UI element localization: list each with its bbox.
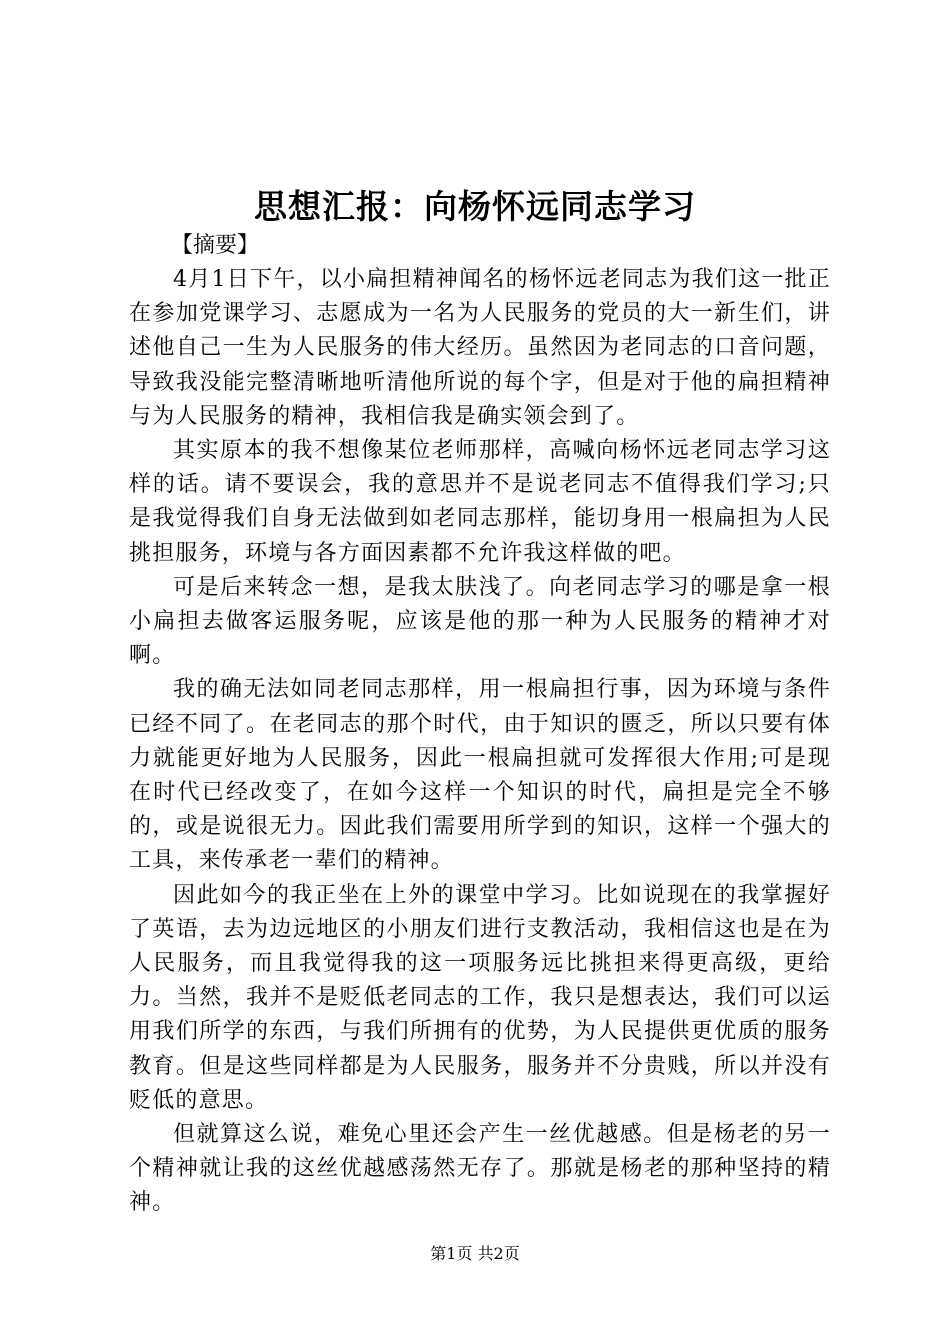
- paragraph: 可是后来转念一想，是我太肤浅了。向老同志学习的哪是拿一根小扁担去做客运服务呢，应该是他的那一种为人民服务的精神才对啊。: [129, 574, 831, 669]
- document-body: [129, 229, 831, 1221]
- paragraph: 因此如今的我正坐在上外的课堂中学习。比如说现在的我掌握好了英语，去为边远地区的小朋友们进行支教活动，我相信这也是在为人民服务，而且我觉得我的这一项服务远比挑担来得更高级，更给力。当然，我并不是贬低老同志的工作，我只是想表达，我们可以运用我们所学的东西，与我们所拥有的优势，为人民提供更优质的服务教育。但是这些同样都是为人民服务，服务并不分贵贱，所以并没有贬低的意思。: [129, 882, 831, 1113]
- abstract-label: 【摘要】: [171, 233, 260, 258]
- paragraph: 其实原本的我不想像某位老师那样，高喊向杨怀远老同志学习这样的话。请不要误会，我的意思并不是说老同志不值得我们学习;只是我觉得我们自身无法做到如老同志那样，能切身用一根扁担为人民挑担服务，环境与各方面因素都不允许我这样做的吧。: [129, 438, 831, 566]
- document-title: 思想汇报：向杨怀远同志学习: [254, 187, 696, 226]
- paragraph: 但就算这么说，难免心里还会产生一丝优越感。但是杨老的另一个精神就让我的这丝优越感荡然无存了。那就是杨老的那种坚持的精神。: [129, 1122, 831, 1216]
- paragraph: 4月1日下午，以小扁担精神闻名的杨怀远老同志为我们这一批正在参加党课学习、志愿成为一名为人民服务的党员的大一新生们，讲述他自己一生为人民服务的伟大经历。虽然因为老同志的口音问题，导致我没能完整清晰地听清他所说的每个字，但是对于他的扁担精神与为人民服务的精神，我相信我是确实领会到了。: [129, 267, 831, 429]
- page-number-footer: 第1页 共2页: [430, 1244, 520, 1263]
- paragraph: 我的确无法如同老同志那样，用一根扁担行事，因为环境与条件已经不同了。在老同志的那个时代，由于知识的匮乏，所以只要有体力就能更好地为人民服务，因此一根扁担就可发挥很大作用;可是现在时代已经改变了，在如今这样一个知识的时代，扁担是完全不够的，或是说很无力。因此我们需要用所学到的知识，这样一个强大的工具，来传承老一辈们的精神。: [129, 677, 831, 874]
